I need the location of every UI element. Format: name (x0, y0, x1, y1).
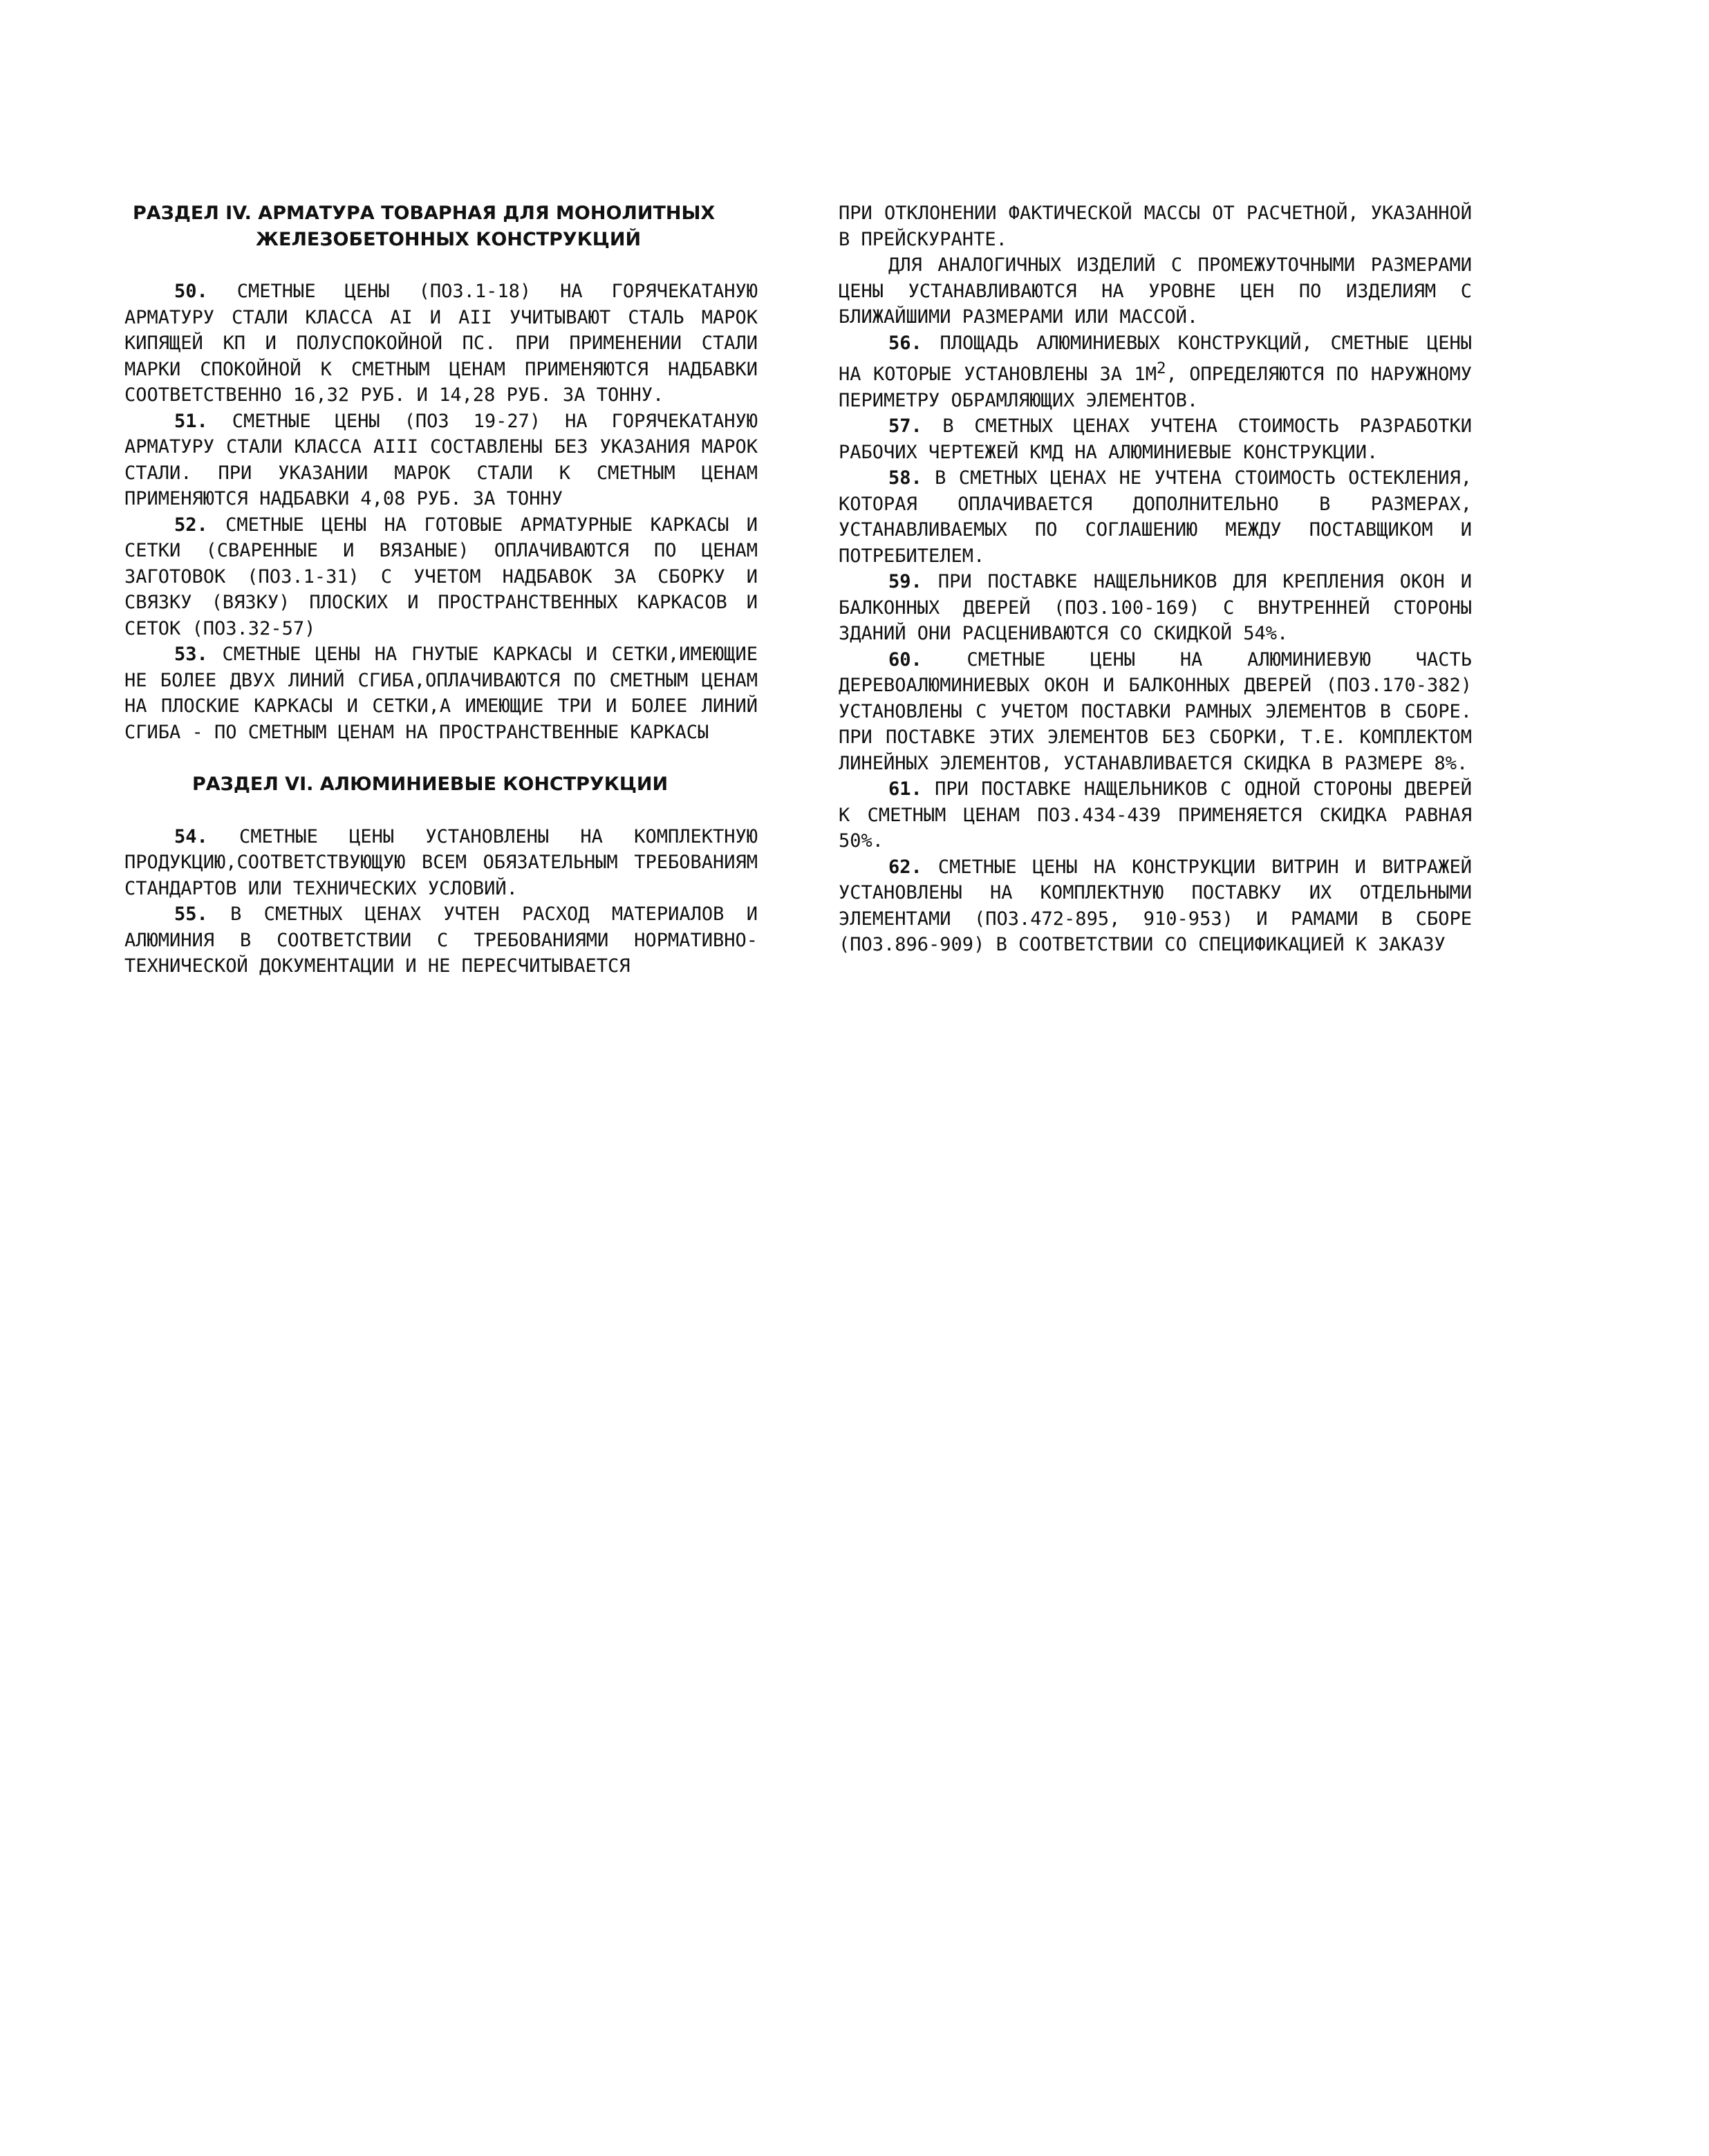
paragraph-text: В СМЕТНЫХ ЦЕНАХ УЧТЕНА СТОИМОСТЬ РАЗРАБОТКИ РАБОЧИХ ЧЕРТЕЖЕЙ КМД НА АЛЮМИНИЕВЫЕ КОНСТРУКЦИИ. (839, 415, 1472, 463)
paragraph-56 (839, 330, 1472, 414)
paragraph-number: 56. (888, 332, 922, 354)
paragraph-60 (839, 647, 1472, 777)
paragraph-number: 57. (888, 415, 922, 437)
paragraph-57 (839, 413, 1472, 465)
paragraph-58 (839, 465, 1472, 569)
paragraph-text: СМЕТНЫЕ ЦЕНЫ УСТАНОВЛЕНЫ НА КОМПЛЕКТНУЮ ПРОДУКЦИЮ,СООТВЕТСТВУЮЩУЮ ВСЕМ ОБЯЗАТЕЛЬНЫМ ТРЕБОВАНИЯМ СТАНДАРТОВ ИЛИ ТЕХНИЧЕСКИХ УСЛОВИЙ. (124, 825, 758, 899)
paragraph-53 (124, 641, 758, 745)
paragraph-text: , ОПРЕДЕЛЯЮТСЯ ПО НАРУЖНОМУ ПЕРИМЕТРУ ОБРАМЛЯЮЩИХ ЭЛЕМЕНТОВ. (839, 364, 1472, 411)
left-column (124, 200, 758, 979)
paragraph-61 (839, 776, 1472, 854)
paragraph-number: 55. (174, 903, 208, 925)
paragraph-number: 50. (174, 281, 208, 302)
paragraph-number: 59. (888, 571, 922, 592)
paragraph-number: 60. (888, 648, 922, 671)
paragraph-text: ПРИ ПОСТАВКЕ НАЩЕЛЬНИКОВ С ОДНОЙ СТОРОНЫ ДВЕРЕЙ К СМЕТНЫМ ЦЕНАМ ПОЗ.434-439 ПРИМЕНЯЕТСЯ СКИДКА РАВНАЯ 50%. (839, 778, 1472, 852)
section-iv-heading-line1: РАЗДЕЛ IV. АРМАТУРА ТОВАРНАЯ ДЛЯ МОНОЛИТНЫХ (133, 203, 716, 224)
paragraph-number: 62. (888, 856, 922, 878)
paragraph-text: СМЕТНЫЕ ЦЕНЫ НА КОНСТРУКЦИИ ВИТРИН И ВИТРАЖЕЙ УСТАНОВЛЕНЫ НА КОМПЛЕКТНУЮ ПОСТАВКУ ИХ ОТДЕЛЬНЫМИ ЭЛЕМЕНТАМИ (ПОЗ.472-895, 910-953) И РАМАМИ В СБОРЕ (ПОЗ.896-909) В СООТВЕТСТВИИ СО СПЕЦИФИКАЦИЕЙ К ЗАКАЗУ (839, 856, 1472, 955)
paragraph-text: В СМЕТНЫХ ЦЕНАХ УЧТЕН РАСХОД МАТЕРИАЛОВ И АЛЮМИНИЯ В СООТВЕТСТВИИ С ТРЕБОВАНИЯМИ НОРМАТИВНО-ТЕХНИЧЕСКОЙ ДОКУМЕНТАЦИИ И НЕ ПЕРЕСЧИТЫВАЕТСЯ (124, 903, 758, 977)
paragraph-59 (839, 569, 1472, 647)
paragraph-number: 52. (174, 514, 208, 536)
paragraph-50 (124, 279, 758, 409)
paragraph-text: СМЕТНЫЕ ЦЕНЫ НА ГНУТЫЕ КАРКАСЫ И СЕТКИ,ИМЕЮЩИЕ НЕ БОЛЕЕ ДВУХ ЛИНИЙ СГИБА,ОПЛАЧИВАЮТСЯ ПО СМЕТНЫМ ЦЕНАМ НА ПЛОСКИЕ КАРКАСЫ И СЕТКИ,А ИМЕЮЩИЕ ТРИ И БОЛЕЕ ЛИНИЙ СГИБА - ПО СМЕТНЫМ ЦЕНАМ НА ПРОСТРАНСТВЕННЫЕ КАРКАСЫ (124, 644, 758, 743)
paragraph-number: 54. (174, 825, 208, 847)
paragraph-52 (124, 512, 758, 642)
paragraph-text: СМЕТНЫЕ ЦЕНЫ НА ГОТОВЫЕ АРМАТУРНЫЕ КАРКАСЫ И СЕТКИ (СВАРЕННЫЕ И ВЯЗАНЫЕ) ОПЛАЧИВАЮТСЯ ПО ЦЕНАМ ЗАГОТОВОК (ПОЗ.1-31) С УЧЕТОМ НАДБАВОК ЗА СБОРКУ И СВЯЗКУ (ВЯЗКУ) ПЛОСКИХ И ПРОСТРАНСТВЕННЫХ КАРКАСОВ И СЕТОК (ПОЗ.32-57) (124, 514, 758, 639)
paragraph-text: СМЕТНЫЕ ЦЕНЫ НА АЛЮМИНИЕВУЮ ЧАСТЬ ДЕРЕВОАЛЮМИНИЕВЫХ ОКОН И БАЛКОННЫХ ДВЕРЕЙ (ПОЗ.170-382) УСТАНОВЛЕНЫ С УЧЕТОМ ПОСТАВКИ РАМНЫХ ЭЛЕМЕНТОВ В СБОРЕ. ПРИ ПОСТАВКЕ ЭТИХ ЭЛЕМЕНТОВ БЕЗ СБОРКИ, Т.Е. КОМПЛЕКТОМ ЛИНЕЙНЫХ ЭЛЕМЕНТОВ, УСТАНАВЛИВАЕТСЯ СКИДКА В РАЗМЕРЕ 8%. (839, 648, 1472, 774)
section-vi-heading: РАЗДЕЛ VI. АЛЮМИНИЕВЫЕ КОНСТРУКЦИИ (192, 774, 669, 795)
paragraph-51 (124, 409, 758, 512)
right-column (839, 200, 1472, 958)
paragraph-55-continuation: ПРИ ОТКЛОНЕНИИ ФАКТИЧЕСКОЙ МАССЫ ОТ РАСЧЕТНОЙ, УКАЗАННОЙ В ПРЕЙСКУРАНТЕ. (839, 203, 1472, 250)
paragraph-54 (124, 824, 758, 902)
paragraph-text: В СМЕТНЫХ ЦЕНАХ НЕ УЧТЕНА СТОИМОСТЬ ОСТЕКЛЕНИЯ, КОТОРАЯ ОПЛАЧИВАЕТСЯ ДОПОЛНИТЕЛЬНО В РАЗМЕРАХ, УСТАНАВЛИВАЕМЫХ ПО СОГЛАШЕНИЮ МЕЖДУ ПОСТАВЩИКОМ И ПОТРЕБИТЕЛЕМ. (839, 467, 1472, 567)
paragraph-analog: ДЛЯ АНАЛОГИЧНЫХ ИЗДЕЛИЙ С ПРОМЕЖУТОЧНЫМИ РАЗМЕРАМИ ЦЕНЫ УСТАНАВЛИВАЮТСЯ НА УРОВНЕ ЦЕН ПО ИЗДЕЛИЯМ С БЛИЖАЙШИМИ РАЗМЕРАМИ ИЛИ МАССОЙ. (839, 254, 1472, 328)
paragraph-text: ПРИ ПОСТАВКЕ НАЩЕЛЬНИКОВ ДЛЯ КРЕПЛЕНИЯ ОКОН И БАЛКОННЫХ ДВЕРЕЙ (ПОЗ.100-169) С ВНУТРЕННЕЙ СТОРОНЫ ЗДАНИЙ ОНИ РАСЦЕНИВАЮТСЯ СО СКИДКОЙ 54%. (839, 571, 1472, 644)
paragraph-number: 51. (174, 410, 208, 432)
paragraph-text: СМЕТНЫЕ ЦЕНЫ (ПОЗ.1-18) НА ГОРЯЧЕКАТАНУЮ АРМАТУРУ СТАЛИ КЛАССА AI И AII УЧИТЫВАЮТ СТАЛЬ МАРОК КИПЯЩЕЙ КП И ПОЛУСПОКОЙНОЙ ПС. ПРИ ПРИМЕНЕНИИ СТАЛИ МАРКИ СПОКОЙНОЙ К СМЕТНЫМ ЦЕНАМ ПРИМЕНЯЮТСЯ НАДБАВКИ СООТВЕТСТВЕННО 16,32 РУБ. И 14,28 РУБ. ЗА ТОННУ. (124, 281, 758, 406)
paragraph-62 (839, 854, 1472, 958)
paragraph-number: 53. (174, 644, 208, 665)
paragraph-55 (124, 901, 758, 979)
superscript: 2 (1156, 359, 1166, 377)
section-iv-heading (133, 200, 758, 252)
paragraph-text: ПЛОЩАДЬ АЛЮМИНИЕВЫХ КОНСТРУКЦИЙ, СМЕТНЫЕ ЦЕНЫ НА КОТОРЫЕ УСТАНОВЛЕНЫ ЗА 1М (839, 332, 1472, 385)
paragraph-number: 61. (888, 778, 922, 800)
section-iv-heading-line2: ЖЕЛЕЗОБЕТОННЫХ КОНСТРУКЦИЙ (256, 228, 642, 250)
paragraph-number: 58. (888, 467, 922, 489)
paragraph-text: СМЕТНЫЕ ЦЕНЫ (ПОЗ 19-27) НА ГОРЯЧЕКАТАНУЮ АРМАТУРУ СТАЛИ КЛАССА AIII СОСТАВЛЕНЫ БЕЗ УКАЗАНИЯ МАРОК СТАЛИ. ПРИ УКАЗАНИИ МАРОК СТАЛИ К СМЕТНЫМ ЦЕНАМ ПРИМЕНЯЮТСЯ НАДБАВКИ 4,08 РУБ. ЗА ТОННУ (124, 410, 758, 509)
